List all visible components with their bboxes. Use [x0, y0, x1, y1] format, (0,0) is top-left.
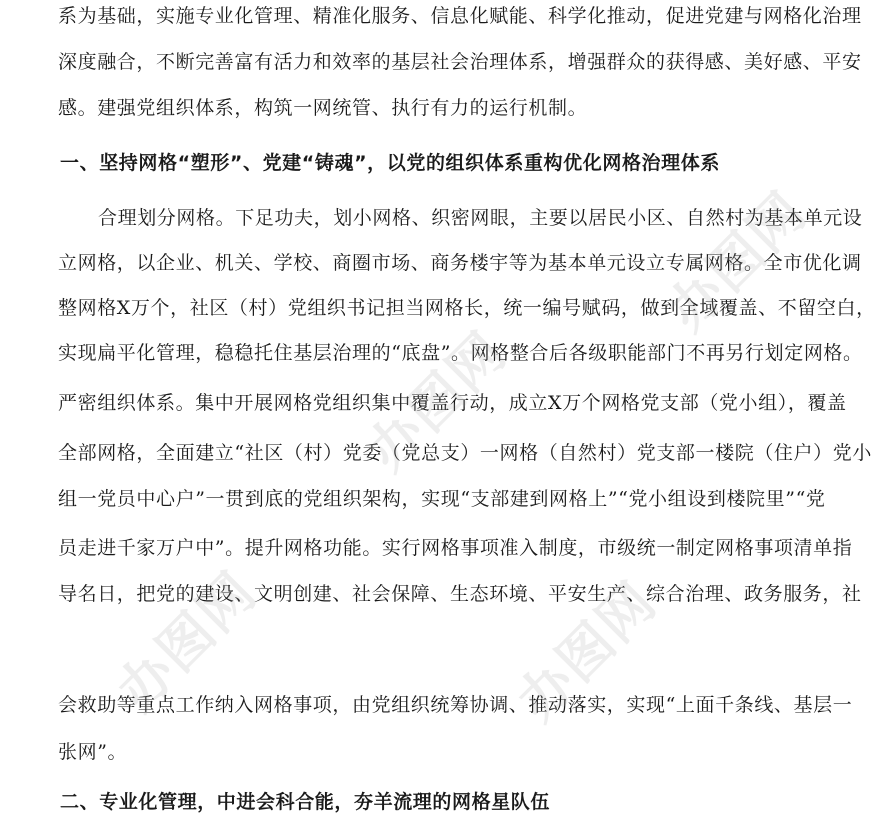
text-line-1: 系为基础，实施专业化管理、精准化服务、信息化赋能、科学化推动，促进党建与网格化治理 [58, 5, 862, 27]
text-line-2: 深度融合，不断完善富有活力和效率的基层社会治理体系，增强群众的获得感、美好感、平安 [58, 51, 862, 73]
text-line-3: 感。建强党组织体系，构筑一网统管、执行有力的运行机制。 [58, 97, 588, 119]
watermark: 办图网 [105, 559, 269, 723]
text-line-14: 会救助等重点工作纳入网格事项，由党组织统筹协调、推动落实，实现“上面千条线、基层一 [58, 694, 853, 716]
section-heading-1: 一、坚持网格“塑形”、党建“铸魂”，以党的组织体系重构优化网格治理体系 [60, 152, 720, 174]
text-line-5: 合理划分网格。下足功夫，划小网格、织密网眼，主要以居民小区、自然村为基本单元设 [98, 207, 863, 229]
text-line-11: 组一党员中心户”一贯到底的党组织架构，实现“支部建到网格上”“党小组设到楼院里”“党 [58, 488, 826, 510]
text-line-8: 实现扁平化管理，稳稳托住基层治理的“底盘”。网格整合后各级职能部门不再另行划定网格。 [58, 342, 863, 364]
text-line-9: 严密组织体系。集中开展网格党组织集中覆盖行动，成立X万个网格党支部（党小组），覆盖 [58, 392, 847, 414]
watermark: 办图网 [355, 319, 519, 483]
watermark: 办图网 [655, 179, 819, 343]
text-line-12: 员走进千家万户中”。提升网格功能。实行网格事项准入制度，市级统一制定网格事项清单指 [58, 537, 853, 559]
section-heading-2: 二、专业化管理，中进会科合能，夯羊流理的网格星队伍 [60, 791, 551, 813]
text-line-6: 立网格，以企业、机关、学校、商圈市场、商务楼宇等为基本单元设立专属网格。全市优化调 [58, 252, 862, 274]
text-line-13: 导名日，把党的建设、文明创建、社会保障、生态环境、平安生产、综合治理、政务服务，社 [58, 583, 862, 605]
watermark: 办图网 [505, 569, 669, 733]
text-line-7: 整网格X万个，社区（村）党组织书记担当网格长，统一编号赋码，做到全域覆盖、不留空白， [58, 297, 876, 319]
text-line-15: 张网”。 [58, 741, 128, 763]
text-line-10: 全部网格，全面建立“社区（村）党委（党总支）一网格（自然村）党支部一楼院（住户）党小 [58, 442, 872, 464]
